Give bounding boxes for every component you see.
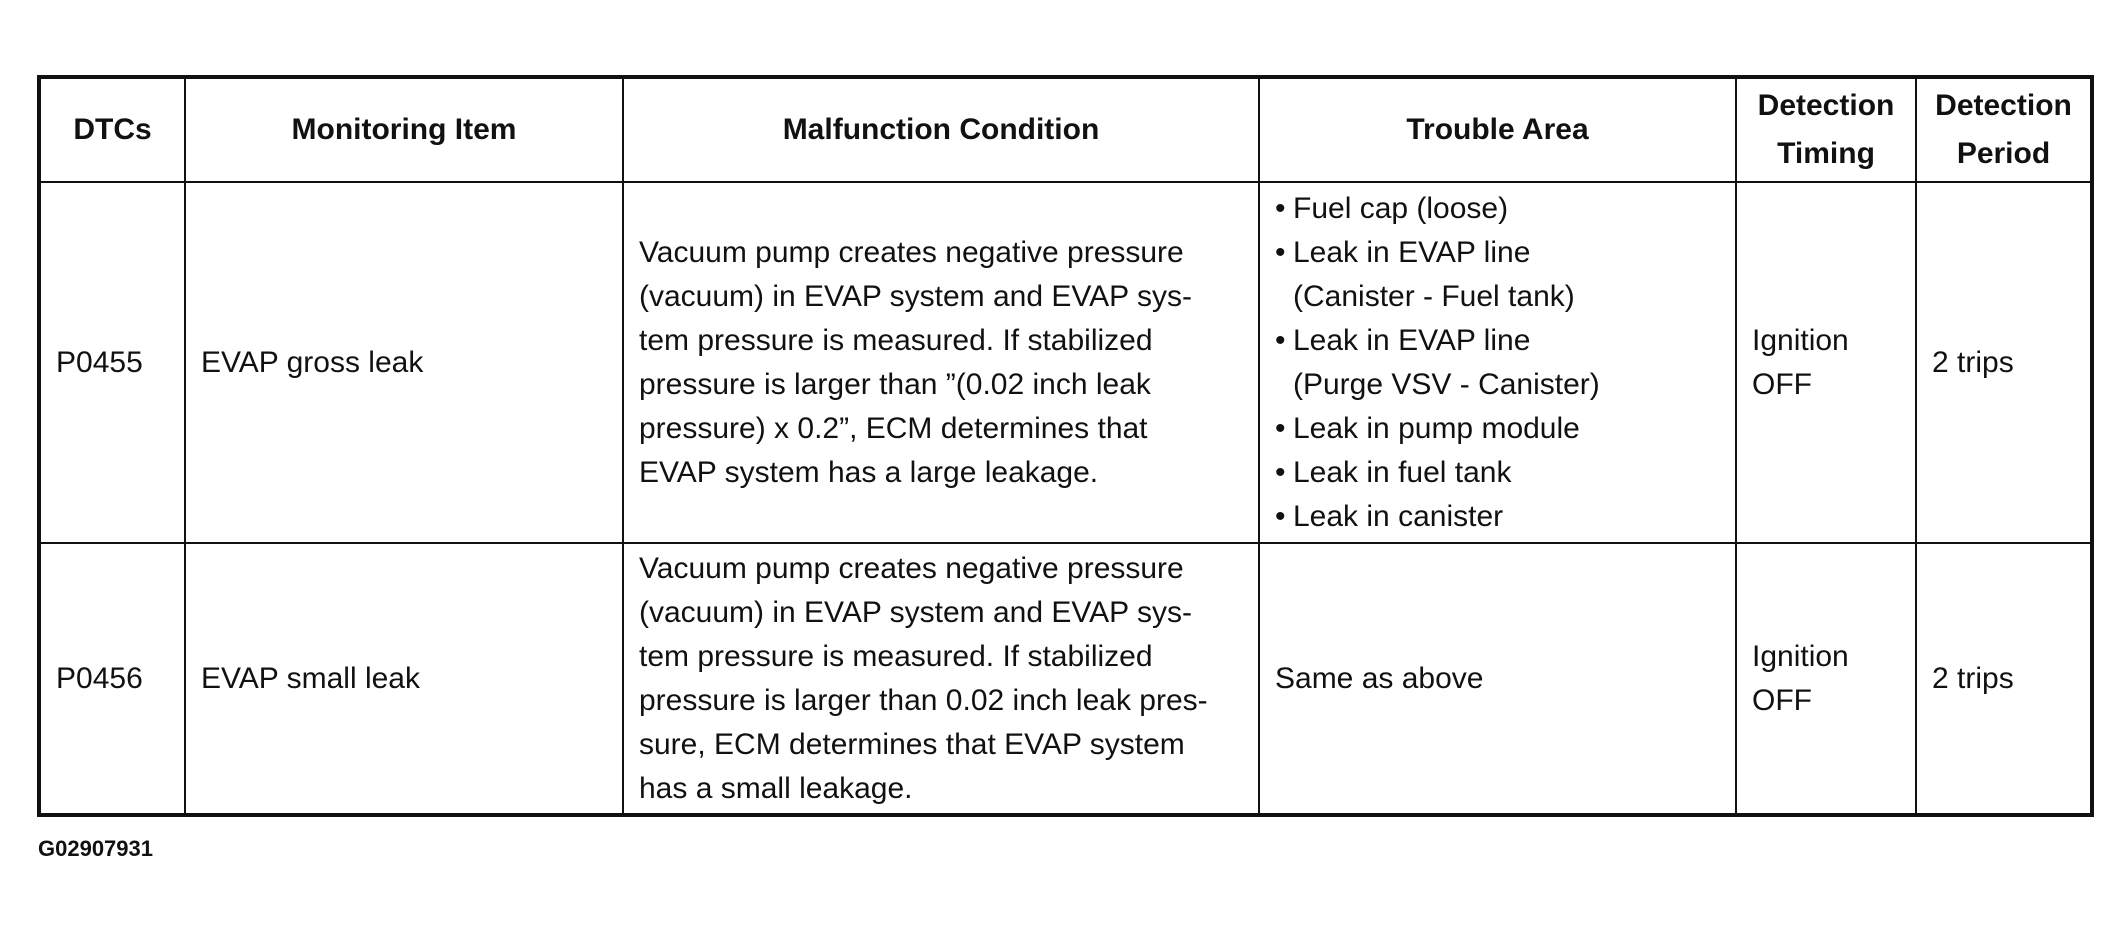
condition-line: tem pressure is measured. If stabilized [639, 639, 1153, 673]
trouble-area-line: • Leak in EVAP line [1293, 323, 1531, 357]
header-detection-period-line-1: Detection [1935, 89, 2072, 122]
timing-line: OFF [1752, 367, 1812, 401]
condition-line: tem pressure is measured. If stabilized [639, 323, 1153, 357]
detection-period-cell: 2 trips [1916, 543, 2092, 815]
condition-line: Vacuum pump creates negative pressure [639, 551, 1184, 585]
condition-line: pressure is larger than 0.02 inch leak pres- [639, 683, 1208, 717]
monitoring-item-cell: EVAP gross leak [185, 182, 623, 543]
trouble-area-line: • Leak in canister [1293, 499, 1504, 533]
condition-line: Vacuum pump creates negative pressure [639, 235, 1184, 269]
trouble-area-item [1275, 187, 1720, 231]
condition-line: (vacuum) in EVAP system and EVAP sys- [639, 595, 1192, 629]
timing-line: Ignition [1752, 323, 1849, 357]
trouble-area-cell: Same as above [1259, 543, 1736, 815]
timing-line: Ignition [1752, 639, 1849, 673]
trouble-area-line: • Leak in fuel tank [1293, 455, 1512, 489]
header-detection-period [1916, 77, 2092, 182]
trouble-area-item [1275, 407, 1720, 451]
header-monitoring-item: Monitoring Item [185, 77, 623, 182]
trouble-area-cell [1259, 182, 1736, 543]
condition-line: has a small leakage. [639, 771, 913, 805]
header-detection-timing [1736, 77, 1916, 182]
trouble-area-line: • Leak in EVAP line [1293, 235, 1531, 269]
header-dtcs: DTCs [39, 77, 185, 182]
table-row [39, 182, 2092, 543]
trouble-area-item [1275, 231, 1720, 319]
header-detection-period-line-2: Period [1956, 137, 2051, 170]
condition-line: sure, ECM determines that EVAP system [639, 727, 1185, 761]
dtc-code-cell: P0455 [39, 182, 185, 543]
dtc-code-cell: P0456 [39, 543, 185, 815]
trouble-area-line: • Leak in pump module [1293, 411, 1580, 445]
malfunction-condition-cell [623, 543, 1259, 815]
condition-line: pressure is larger than ”(0.02 inch leak [639, 367, 1151, 401]
malfunction-condition-cell [623, 182, 1259, 543]
condition-line: (vacuum) in EVAP system and EVAP sys- [639, 279, 1192, 313]
condition-line: pressure) x 0.2”, ECM determines that [639, 411, 1148, 445]
trouble-area-item [1275, 319, 1720, 407]
detection-timing-cell [1736, 182, 1916, 543]
header-detection-timing-line-2: Timing [1777, 137, 1875, 170]
table-row [39, 543, 2092, 815]
header-malfunction-condition: Malfunction Condition [623, 77, 1259, 182]
dtc-table [37, 75, 2094, 817]
header-detection-timing-line-1: Detection [1757, 89, 1895, 122]
trouble-area-line: • Fuel cap (loose) [1293, 191, 1509, 225]
timing-line: OFF [1752, 683, 1812, 717]
figure-code: G02907931 [38, 836, 153, 861]
condition-line: EVAP system has a large leakage. [639, 455, 1099, 489]
header-row [39, 77, 2092, 182]
trouble-area-line: (Canister - Fuel tank) [1293, 279, 1575, 313]
trouble-area-line: (Purge VSV - Canister) [1293, 367, 1600, 401]
trouble-area-item [1275, 451, 1720, 495]
detection-period-cell: 2 trips [1916, 182, 2092, 543]
monitoring-item-cell: EVAP small leak [185, 543, 623, 815]
trouble-area-list [1275, 187, 1720, 539]
detection-timing-cell [1736, 543, 1916, 815]
trouble-area-item [1275, 495, 1720, 539]
header-trouble-area: Trouble Area [1259, 77, 1736, 182]
